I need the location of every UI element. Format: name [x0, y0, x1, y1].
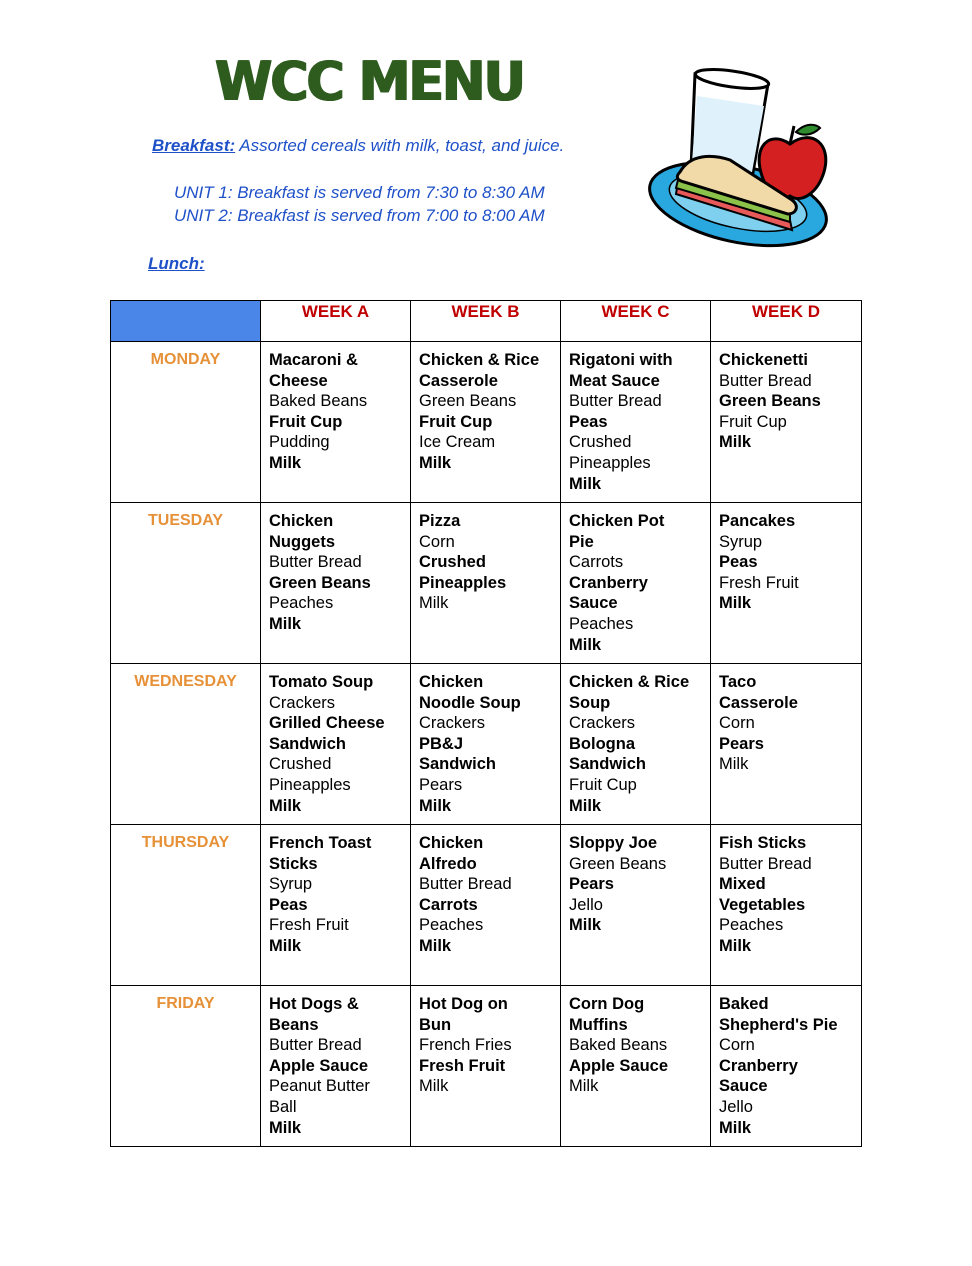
menu-item: Chickenetti — [719, 351, 808, 369]
menu-item: Cranberry — [569, 573, 648, 592]
menu-item: Rigatoni with — [569, 351, 673, 369]
menu-item: Crushed — [269, 755, 332, 774]
menu-item: Milk — [269, 614, 302, 633]
menu-item: Milk — [269, 936, 302, 955]
menu-item: Fruit Cup — [719, 412, 787, 431]
table-header-row — [111, 301, 862, 342]
menu-item: Syrup — [269, 875, 313, 894]
menu-cell — [711, 986, 862, 1147]
menu-item: Peaches — [719, 916, 784, 935]
menu-item: Baked Beans — [269, 392, 368, 411]
menu-item: Bun — [419, 1015, 452, 1034]
menu-item: Peas — [569, 412, 608, 431]
menu-item: Vegetables — [719, 895, 806, 914]
menu-item: Pears — [419, 775, 463, 794]
menu-item: Cheese — [269, 371, 328, 390]
menu-cell — [261, 664, 411, 825]
menu-cell — [711, 342, 862, 503]
menu-cell — [711, 503, 862, 664]
menu-item: Butter Bread — [269, 1036, 362, 1055]
menu-item: Crushed — [569, 433, 632, 452]
menu-item: Fresh Fruit — [719, 573, 799, 592]
menu-cell — [561, 503, 711, 664]
page-title: WCC MENU — [215, 50, 524, 114]
menu-item: Fresh Fruit — [419, 1056, 506, 1075]
menu-item: Milk — [569, 916, 602, 935]
menu-item: Fish Sticks — [719, 834, 807, 852]
lunch-illustration-icon — [640, 62, 840, 252]
menu-item: Green Beans — [569, 854, 667, 873]
menu-item: Sauce — [569, 594, 618, 613]
menu-item: Apple Sauce — [269, 1056, 369, 1075]
breakfast-line — [152, 136, 564, 156]
menu-item: Pears — [569, 875, 614, 894]
menu-item: Butter Bread — [719, 854, 812, 873]
menu-item: Nuggets — [269, 532, 335, 551]
menu-item: Sandwich — [419, 755, 497, 774]
breakfast-unit2: UNIT 2: Breakfast is served from 7:00 to 8:00 AM — [174, 206, 545, 225]
menu-cell — [411, 342, 561, 503]
menu-item: Soup — [569, 693, 611, 712]
menu-item: Butter Bread — [719, 371, 812, 390]
menu-item: Milk — [419, 796, 452, 815]
menu-item: Sandwich — [269, 734, 347, 753]
menu-item: Fruit Cup — [419, 412, 493, 431]
menu-item: Green Beans — [419, 392, 517, 411]
menu-item: Alfredo — [419, 854, 477, 873]
menu-item: Jello — [719, 1097, 753, 1116]
menu-item: Milk — [419, 936, 452, 955]
day-label: TUESDAY — [111, 503, 261, 664]
menu-item: Fresh Fruit — [269, 916, 349, 935]
menu-item: Apple Sauce — [569, 1056, 669, 1075]
menu-item: Pineapples — [269, 775, 351, 794]
menu-item: Peaches — [419, 916, 484, 935]
menu-item: Milk — [419, 594, 449, 613]
menu-item: Fruit Cup — [269, 412, 343, 431]
menu-item: PB&J — [419, 734, 464, 753]
menu-item: Crackers — [269, 693, 336, 712]
menu-item: Chicken Pot — [569, 512, 665, 530]
menu-item: Milk — [569, 474, 602, 493]
menu-item: Milk — [719, 594, 752, 613]
menu-item: Pineapples — [419, 573, 507, 592]
menu-cell — [711, 825, 862, 986]
header-corner — [111, 301, 261, 342]
menu-item: Sticks — [269, 854, 318, 873]
menu-item: Sandwich — [569, 755, 647, 774]
menu-item: Baked — [719, 995, 769, 1013]
menu-item: Mixed — [719, 875, 766, 894]
table-row — [111, 342, 862, 503]
menu-item: Baked Beans — [569, 1036, 668, 1055]
menu-item: Milk — [269, 1118, 302, 1137]
menu-item: Corn Dog — [569, 995, 645, 1013]
menu-item: Pizza — [419, 512, 461, 530]
menu-item: Chicken & Rice — [569, 673, 690, 691]
menu-item: Chicken — [419, 673, 484, 691]
menu-item: Corn — [719, 714, 755, 733]
menu-item: Syrup — [719, 532, 763, 551]
menu-item: Crackers — [569, 714, 636, 733]
menu-item: Green Beans — [719, 392, 821, 411]
table-row — [111, 664, 862, 825]
day-label: THURSDAY — [111, 825, 261, 986]
menu-item: Peanut Butter — [269, 1077, 370, 1096]
menu-item: Ball — [269, 1097, 297, 1116]
menu-item: Pears — [719, 734, 764, 753]
day-label: FRIDAY — [111, 986, 261, 1147]
menu-item: Pudding — [269, 433, 330, 452]
menu-item: Macaroni & — [269, 351, 358, 369]
menu-item: Peas — [719, 553, 758, 572]
menu-item: French Fries — [419, 1036, 512, 1055]
menu-item: Peaches — [569, 614, 634, 633]
menu-item: Butter Bread — [269, 553, 362, 572]
menu-item: Crackers — [419, 714, 486, 733]
menu-item: Sauce — [719, 1077, 768, 1096]
menu-item: Milk — [269, 796, 302, 815]
day-label: MONDAY — [111, 342, 261, 503]
menu-item: Noodle Soup — [419, 693, 521, 712]
menu-item: Shepherd's Pie — [719, 1015, 838, 1034]
breakfast-unit1: UNIT 1: Breakfast is served from 7:30 to 8:30 AM — [174, 183, 545, 202]
menu-item: Grilled Cheese — [269, 714, 385, 733]
table-row — [111, 503, 862, 664]
menu-item: Meat Sauce — [569, 371, 660, 390]
menu-item: Hot Dogs & — [269, 995, 359, 1013]
menu-item: Carrots — [419, 895, 478, 914]
menu-item: Butter Bread — [569, 392, 662, 411]
menu-item: Chicken — [269, 512, 334, 530]
menu-item: Corn — [719, 1036, 755, 1055]
menu-cell — [261, 986, 411, 1147]
menu-item: Milk — [419, 1077, 449, 1096]
menu-item: Milk — [569, 796, 602, 815]
menu-item: Taco — [719, 673, 757, 691]
menu-cell — [561, 342, 711, 503]
menu-cell — [411, 986, 561, 1147]
menu-item: Sloppy Joe — [569, 834, 658, 852]
menu-cell — [561, 986, 711, 1147]
menu-cell — [561, 825, 711, 986]
menu-item: Milk — [719, 1118, 752, 1137]
lunch-label: Lunch: — [148, 254, 205, 273]
menu-item: Tomato Soup — [269, 673, 374, 691]
menu-item: Fruit Cup — [569, 775, 637, 794]
menu-item: Pancakes — [719, 512, 796, 530]
menu-cell — [561, 664, 711, 825]
lunch-menu-table — [110, 300, 862, 1147]
day-label: WEDNESDAY — [111, 664, 261, 825]
menu-item: Bologna — [569, 734, 635, 753]
menu-item: Casserole — [719, 693, 798, 712]
menu-cell — [261, 825, 411, 986]
menu-item: Pineapples — [569, 453, 651, 472]
menu-item: Crushed — [419, 553, 486, 572]
week-header: WEEK C — [561, 301, 711, 342]
menu-item: Carrots — [569, 553, 624, 572]
menu-item: Milk — [569, 635, 602, 654]
menu-item: Milk — [719, 755, 749, 774]
table-row — [111, 986, 862, 1147]
menu-item: Peas — [269, 895, 308, 914]
menu-item: Beans — [269, 1015, 319, 1034]
menu-item: Muffins — [569, 1015, 628, 1034]
menu-item: Milk — [269, 453, 302, 472]
menu-item: Casserole — [419, 371, 498, 390]
menu-item: Cranberry — [719, 1056, 798, 1075]
breakfast-text: Assorted cereals with milk, toast, and juice. — [235, 136, 565, 155]
menu-cell — [411, 825, 561, 986]
menu-item: Butter Bread — [419, 875, 512, 894]
menu-cell — [411, 503, 561, 664]
menu-item: Milk — [569, 1077, 599, 1096]
table-row — [111, 825, 862, 986]
menu-cell — [711, 664, 862, 825]
week-header: WEEK D — [711, 301, 862, 342]
menu-cell — [411, 664, 561, 825]
week-header: WEEK B — [411, 301, 561, 342]
menu-item: Hot Dog on — [419, 995, 508, 1013]
menu-item: French Toast — [269, 834, 372, 852]
menu-cell — [261, 503, 411, 664]
menu-item: Milk — [419, 453, 452, 472]
week-header: WEEK A — [261, 301, 411, 342]
breakfast-label: Breakfast: — [152, 136, 236, 155]
menu-item: Chicken — [419, 834, 484, 852]
menu-item: Peaches — [269, 594, 334, 613]
menu-item: Jello — [569, 895, 603, 914]
menu-item: Ice Cream — [419, 433, 496, 452]
menu-item: Pie — [569, 532, 594, 551]
menu-item: Chicken & Rice — [419, 351, 540, 369]
menu-item: Green Beans — [269, 573, 371, 592]
menu-item: Milk — [719, 433, 752, 452]
menu-item: Milk — [719, 936, 752, 955]
menu-item: Corn — [419, 532, 455, 551]
menu-cell — [261, 342, 411, 503]
